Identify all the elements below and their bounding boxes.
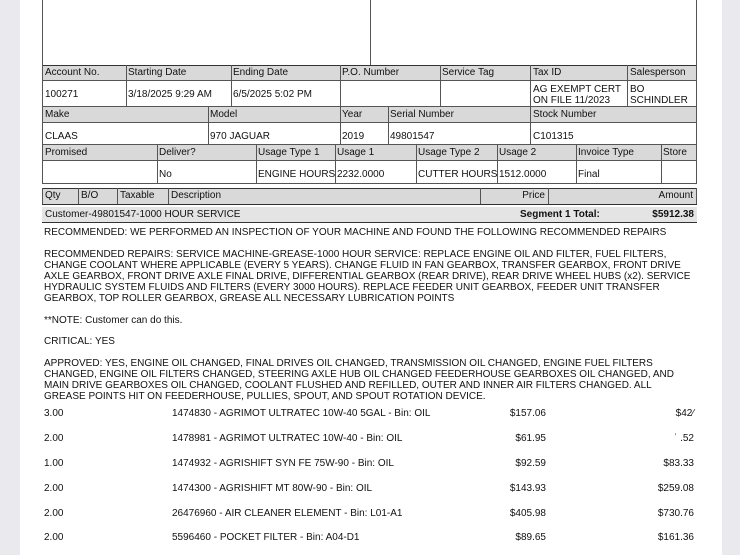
description-column-header: Description [171,190,222,201]
segment-title: Customer-49801547-1000 HOUR SERVICE [45,209,241,220]
segment-total-label: Segment 1 Total: [520,209,600,220]
starting-date-value: 3/18/2025 9:29 AM [128,89,212,100]
item-qty: 2.00 [44,532,64,543]
usage-2-value: 1512.0000 [499,169,547,180]
bo-column-header: B/O [81,190,99,201]
invoice-type-value: Final [578,169,600,180]
item-amount: ˈ .52 [673,433,694,444]
salesperson-label: Salesperson [630,67,686,78]
model-label: Model [210,109,238,120]
item-price: $92.59 [515,458,546,469]
recommended-repairs-text: RECOMMENDED REPAIRS: SERVICE MACHINE-GREASE-1000 HOUR SERVICE: REPLACE ENGINE OIL AND FILTER, FUEL FILTERS, CHANGE COOLANT WHERE APPLICABLE (EVERY 5 YEARS). CHANGE FLUID IN FAN GEARBOX, TRANSFER GEARBOX, FRONT DRIVE AXLE GEARBOX, FRONT DRIVE AXLE FINAL DRIVE, DIFFERENTIAL GEARBOX (REAR DRIVE), REAR DRIVE WHEEL HUBS (x2). SERVICE HYDRAULIC SYSTEM FLUIDS AND FILTERS (EVERY 3000 HOURS). REPLACE FEEDER UNIT GEARBOX, FEEDER UNIT TRANSFER GEARBOX, TOP ROLLER GEARBOX, GREASE ALL NECESSARY LUBRICATION POINTS [44,249,691,304]
usage-type-1-label: Usage Type 1 [258,147,320,158]
po-number-label: P.O. Number [342,67,400,78]
deliver-value: No [159,169,172,180]
invoice-type-label: Invoice Type [578,147,634,158]
segment-total-value: $5912.38 [652,209,694,220]
deliver-label: Deliver? [159,147,196,158]
item-description: 1478981 - AGRIMOT ULTRATEC 10W-40 - Bin: OIL [172,433,403,444]
item-price: $143.93 [509,483,546,494]
ending-date-value: 6/5/2025 5:02 PM [233,89,312,100]
salesperson-value-line2: SCHINDLER [630,95,688,106]
taxable-column-header: Taxable [120,190,155,201]
item-amount: $730.76 [657,508,694,519]
promised-label: Promised [45,147,88,158]
item-qty: 2.00 [44,483,64,494]
model-value: 970 JAGUAR [210,131,271,142]
item-price: $89.65 [515,532,546,543]
critical-text: CRITICAL: YES [44,336,115,347]
item-price: $157.06 [509,408,546,419]
usage-type-2-value: CUTTER HOURS [418,169,498,180]
item-amount: $42⁄ [675,408,694,419]
make-value: CLAAS [45,131,78,142]
usage-1-label: Usage 1 [337,147,375,158]
item-description: 1474830 - AGRIMOT ULTRATEC 10W-40 5GAL - Bin: OIL [172,408,431,419]
approved-text: APPROVED: YES, ENGINE OIL CHANGED, FINAL DRIVES OIL CHANGED, TRANSMISSION OIL CHANGED, ENGINE FUEL FILTERS CHANGED, ENGINE OIL FILTERS CHANGED, STEERING AXLE HUB OIL CHANGED FEEDERHOUSE GEARBOXES OIL CHANGED, AND MAIN DRIVE GEARBOXES OIL CHANGED, COOLANT FLUSHED AND REFILLED, OUTER AND INNER AIR FILTERS CHANGED. ALL GREASE POINTS HIT ON FEEDERHOUSE, PULLIES, SPOUT, AND SPOUT ROTATION DEVICE. [44,358,674,402]
note-text: **NOTE: Customer can do this. [44,315,183,326]
stock-number-label: Stock Number [533,109,597,120]
tax-id-value-line2: ON FILE 11/2023 [533,95,611,106]
tax-id-label: Tax ID [533,67,562,78]
qty-column-header: Qty [45,190,61,201]
account-no-label: Account No. [45,67,100,78]
item-price: $61.95 [515,433,546,444]
store-label: Store [663,147,687,158]
usage-1-value: 2232.0000 [337,169,385,180]
address-box-left-border [42,0,43,65]
stock-number-value: C101315 [533,131,574,142]
item-description: 1474300 - AGRISHIFT MT 80W-90 - Bin: OIL [172,483,373,494]
service-tag-label: Service Tag [442,67,495,78]
item-description: 5596460 - POCKET FILTER - Bin: A04-D1 [172,532,360,543]
starting-date-label: Starting Date [128,67,187,78]
item-amount: $83.33 [663,458,694,469]
year-value: 2019 [342,131,365,142]
address-box-right-border [696,0,697,65]
item-qty: 2.00 [44,433,64,444]
invoice-page [20,0,722,555]
amount-column-header: Amount [658,190,693,201]
recommended-text: RECOMMENDED: WE PERFORMED AN INSPECTION OF YOUR MACHINE AND FOUND THE FOLLOWING RECOMMENDED REPAIRS [44,227,667,238]
item-description: 1474932 - AGRISHIFT SYN FE 75W-90 - Bin: OIL [172,458,394,469]
year-label: Year [342,109,363,120]
item-qty: 1.00 [44,458,64,469]
serial-number-label: Serial Number [390,109,454,120]
ending-date-label: Ending Date [233,67,289,78]
usage-2-label: Usage 2 [499,147,537,158]
item-price: $405.98 [509,508,546,519]
price-column-header: Price [522,190,545,201]
usage-type-2-label: Usage Type 2 [418,147,480,158]
item-amount: $259.08 [657,483,694,494]
usage-type-1-value: ENGINE HOURS [258,169,336,180]
address-box-divider [370,0,371,65]
item-qty: 2.00 [44,508,64,519]
salesperson-value-line1: BO [630,84,645,95]
serial-number-value: 49801547 [390,131,435,142]
item-description: 26476960 - AIR CLEANER ELEMENT - Bin: L01-A1 [172,508,403,519]
item-qty: 3.00 [44,408,64,419]
account-no-value: 100271 [45,89,79,100]
tax-id-value-line1: AG EXEMPT CERT [533,84,621,95]
item-amount: $161.36 [657,532,694,543]
make-label: Make [45,109,70,120]
